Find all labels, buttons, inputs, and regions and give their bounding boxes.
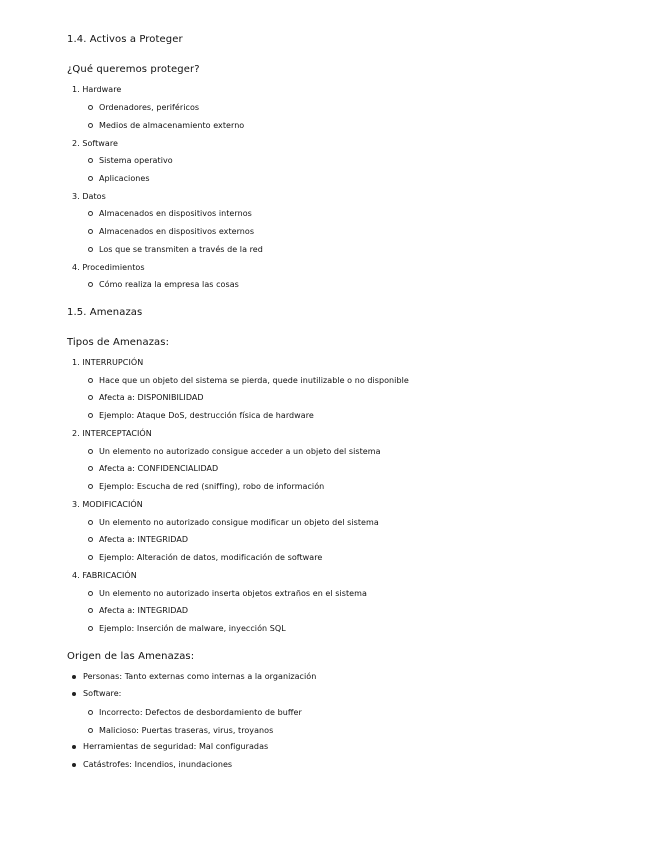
- hollow-bullet-icon: [88, 710, 93, 715]
- sub-item: Cómo realiza la empresa las cosas: [99, 280, 239, 289]
- hollow-bullet-icon: [88, 626, 93, 631]
- sub-item: Un elemento no autorizado consigue modificar un objeto del sistema: [99, 518, 379, 527]
- section-title-1-5: 1.5. Amenazas: [67, 307, 143, 318]
- hollow-bullet-icon: [88, 413, 93, 418]
- sub-item: Afecta a: CONFIDENCIALIDAD: [99, 464, 219, 473]
- hollow-bullet-icon: [88, 728, 93, 733]
- sub-item: Los que se transmiten a través de la red: [99, 245, 263, 254]
- list-item-catastrofes: Catástrofes: Incendios, inundaciones: [83, 760, 233, 769]
- sub-item: Almacenados en dispositivos internos: [99, 209, 252, 218]
- solid-bullet-icon: [72, 745, 76, 749]
- sub-item: Ejemplo: Inserción de malware, inyección SQL: [99, 624, 286, 633]
- hollow-bullet-icon: [88, 608, 93, 613]
- sub-item: Sistema operativo: [99, 156, 173, 165]
- list-item-modificacion: 3. MODIFICACIÓN: [72, 500, 143, 509]
- hollow-bullet-icon: [88, 158, 93, 163]
- sub-item: Un elemento no autorizado consigue acceder a un objeto del sistema: [99, 447, 381, 456]
- list-item-interceptacion: 2. INTERCEPTACIÓN: [72, 429, 152, 438]
- sub-item: Hace que un objeto del sistema se pierda, quede inutilizable o no disponible: [99, 376, 409, 385]
- list-item-datos: 3. Datos: [72, 192, 106, 201]
- sub-item: Afecta a: DISPONIBILIDAD: [99, 393, 204, 402]
- hollow-bullet-icon: [88, 229, 93, 234]
- list-item-software: 2. Software: [72, 139, 118, 148]
- list-item-personas: Personas: Tanto externas como internas a la organización: [83, 672, 317, 681]
- sub-item: Incorrecto: Defectos de desbordamiento de buffer: [99, 708, 302, 717]
- hollow-bullet-icon: [88, 466, 93, 471]
- sub-item: Medios de almacenamiento externo: [99, 121, 245, 130]
- sub-item: Ordenadores, periféricos: [99, 103, 200, 112]
- hollow-bullet-icon: [88, 176, 93, 181]
- sub-item: Ejemplo: Ataque DoS, destrucción física de hardware: [99, 411, 314, 420]
- subsection-question: ¿Qué queremos proteger?: [67, 64, 200, 75]
- hollow-bullet-icon: [88, 537, 93, 542]
- solid-bullet-icon: [72, 763, 76, 767]
- hollow-bullet-icon: [88, 591, 93, 596]
- list-item-interrupcion: 1. INTERRUPCIÓN: [72, 358, 144, 367]
- list-item-fabricacion: 4. FABRICACIÓN: [72, 571, 137, 580]
- sub-item: Almacenados en dispositivos externos: [99, 227, 255, 236]
- list-item-hardware: 1. Hardware: [72, 85, 122, 94]
- sub-item: Afecta a: INTEGRIDAD: [99, 535, 189, 544]
- hollow-bullet-icon: [88, 105, 93, 110]
- hollow-bullet-icon: [88, 123, 93, 128]
- sub-item: Aplicaciones: [99, 174, 150, 183]
- hollow-bullet-icon: [88, 247, 93, 252]
- solid-bullet-icon: [72, 675, 76, 679]
- hollow-bullet-icon: [88, 555, 93, 560]
- section-title-1-4: 1.4. Activos a Proteger: [67, 34, 183, 45]
- hollow-bullet-icon: [88, 378, 93, 383]
- subsection-origin-title: Origen de las Amenazas:: [67, 651, 195, 662]
- sub-item: Malicioso: Puertas traseras, virus, troyanos: [99, 726, 274, 735]
- solid-bullet-icon: [72, 692, 76, 696]
- sub-item: Ejemplo: Escucha de red (sniffing), robo de información: [99, 482, 325, 491]
- subsection-types-title: Tipos de Amenazas:: [67, 337, 170, 348]
- hollow-bullet-icon: [88, 211, 93, 216]
- hollow-bullet-icon: [88, 520, 93, 525]
- sub-item: Ejemplo: Alteración de datos, modificación de software: [99, 553, 323, 562]
- list-item-herramientas: Herramientas de seguridad: Mal configuradas: [83, 742, 269, 751]
- list-item-procedimientos: 4. Procedimientos: [72, 263, 145, 272]
- hollow-bullet-icon: [88, 395, 93, 400]
- sub-item: Afecta a: INTEGRIDAD: [99, 606, 189, 615]
- hollow-bullet-icon: [88, 449, 93, 454]
- hollow-bullet-icon: [88, 282, 93, 287]
- sub-item: Un elemento no autorizado inserta objetos extraños en el sistema: [99, 589, 367, 598]
- list-item-software-origin: Software:: [83, 689, 122, 698]
- hollow-bullet-icon: [88, 484, 93, 489]
